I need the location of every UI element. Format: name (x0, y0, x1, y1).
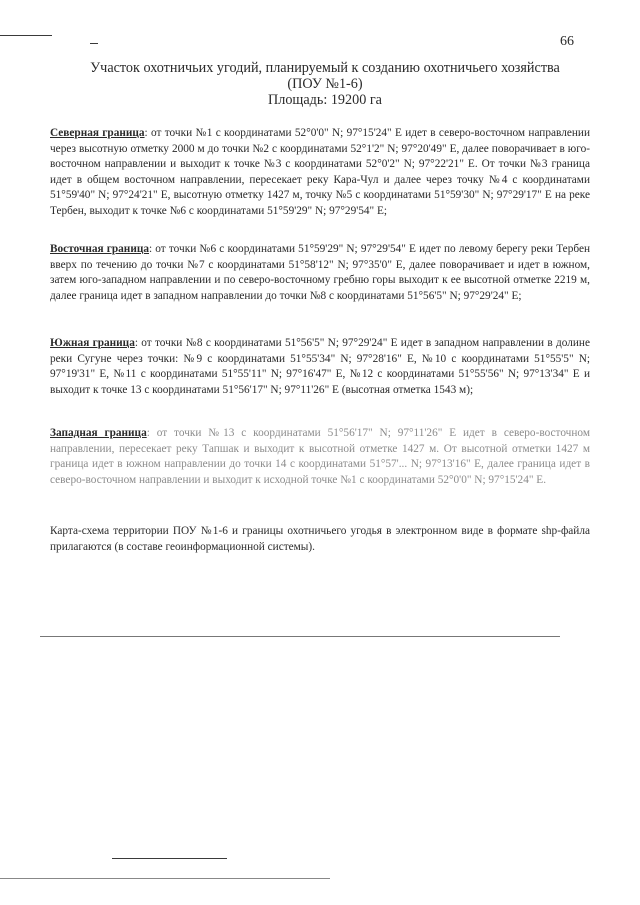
boundary-section-south (50, 336, 590, 398)
scan-artifact-line (112, 858, 227, 859)
area-line: Площадь: 19200 га (268, 92, 382, 108)
section-heading: Северная граница (50, 127, 145, 139)
scan-artifact-line (90, 43, 98, 44)
boundary-section-west (50, 426, 590, 488)
scan-artifact-line (40, 636, 560, 637)
title-line-2: (ПОУ №1-6) (287, 76, 363, 92)
section-heading: Западная граница (50, 427, 147, 439)
section-text: : от точки №13 с координатами 51°56'17" N; 97°11'26" E идет в северо-восточном направлении, пересекает реку Тапшак и выходит к высотной отметке 1427 м. От высотной отметки 1427 м граница идет в южном направлении до точки 14 с координатами 51°57'... N; 97°13'16" E, далее граница идет в северо-восточном направлении и выходит к исходной точке №1 с координатами 52°0'0" N; 97°15'24" E. (50, 427, 590, 486)
page-number: 66 (560, 34, 574, 49)
boundary-section-north (50, 126, 590, 219)
footer-note: Карта-схема территории ПОУ №1-6 и границы охотничьего угодья в электронном виде в формате shp-файла прилагаются (в составе геоинформационной системы). (50, 525, 590, 553)
boundary-section-east (50, 242, 590, 304)
section-text: : от точки №1 с координатами 52°0'0" N; 97°15'24" E идет в северо-восточном направлении через высотную отметку 2000 м до точки №2 с координатами 52°1'2" N; 97°20'49" E, далее поворачивает в юго-восточном направлении и выходит к точке №3 с координатами 52°0'2" N; 97°22'21" E. От точки №3 граница идет в общем восточном направлении, пересекает реку Кара-Чул и далее через точку №4 с координатами 51°59'40" N; 97°24'21" E, высотную отметку 1427 м, точку №5 с координатами 51°59'30" N; 97°29'17" E на реке Тербен, выходит к точке №6 с координатами 51°59'29" N; 97°29'54" E; (50, 127, 590, 217)
scan-artifact-line (0, 35, 52, 36)
section-heading: Южная граница (50, 337, 135, 349)
title-line-1: Участок охотничьих угодий, планируемый к созданию охотничьего хозяйства (90, 60, 560, 76)
scan-artifact-line (0, 878, 330, 879)
section-text: : от точки №6 с координатами 51°59'29" N; 97°29'54" E идет по левому берегу реки Тербен вверх по течению до точки №7 с координатами 51°58'12" N; 97°35'0" E, далее поворачивает и идет в южном, затем юго-западном направлении и по северо-восточному гребню горы выходит к ее высотной отметке 2219 м, далее граница идет в западном направлении до точки №8 с координатами 51°56'5" N; 97°29'24" E; (50, 243, 591, 302)
section-heading: Восточная граница (50, 243, 149, 255)
section-text: : от точки №8 с координатами 51°56'5" N; 97°29'24" E идет в западном направлении в долине реки Сугуне через точки: №9 с координатами 51°55'34" N; 97°28'16" E, №10 с координатами 51°55'5" N; 97°19'31" E, №11 с координатами 51°55'11" N; 97°16'47" E, №12 с координатами 51°55'56" N; 97°13'34" E и выходит к точке 13 с координатами 51°56'17" N; 97°11'26" E (высотная отметка 1543 м); (50, 337, 590, 396)
document-title (40, 60, 610, 108)
